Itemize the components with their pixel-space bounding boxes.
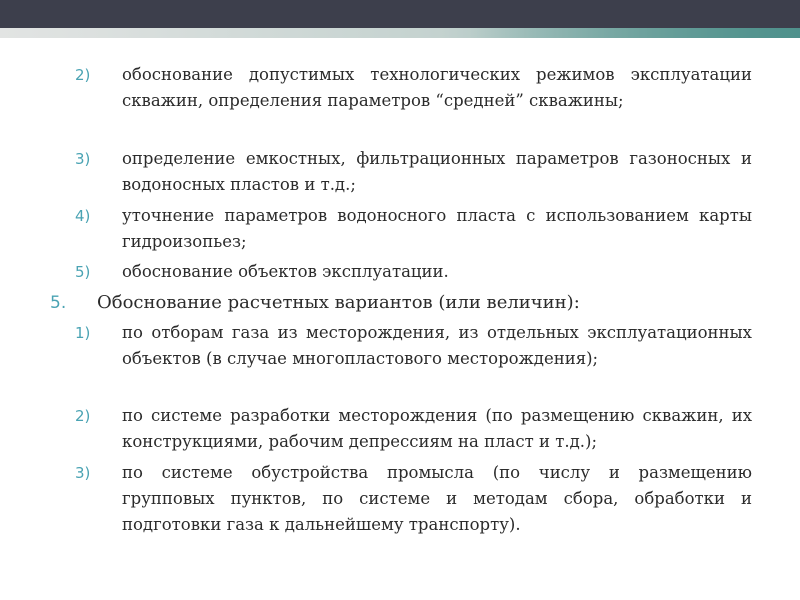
list-item-text: уточнение параметров водоносного пласта с использованием карты гидроизопьез; xyxy=(122,206,752,251)
list-item-number: 2) xyxy=(75,407,91,425)
list-item-number: 4) xyxy=(75,207,91,225)
list-item-text: обоснование объектов эксплуатации. xyxy=(122,262,449,281)
list-item-text: по системе разработки месторождения (по размещению скважин, их конструкциями, рабочим депрессиям на пласт и т.д.); xyxy=(122,406,752,451)
list-item-text: определение емкостных, фильтрационных параметров газоносных и водоносных пластов и т.д.; xyxy=(122,149,752,194)
list-item-text: по системе обустройства промысла (по числу и размещению групповых пунктов, по системе и методам сбора, обработки и подготовки газа к дальнейшему транспорту). xyxy=(122,463,752,534)
section-number: 5. xyxy=(50,293,67,313)
list-item-text: по отборам газа из месторождения, из отдельных эксплуатационных объектов (в случае многопластового месторождения); xyxy=(122,323,752,368)
list-item-number: 1) xyxy=(75,324,91,342)
list-item-number: 3) xyxy=(75,464,91,482)
section-title: Обоснование расчетных вариантов (или величин): xyxy=(97,292,580,313)
list-item-number: 2) xyxy=(75,66,91,84)
list-item-text: обоснование допустимых технологических режимов эксплуатации скважин, определения параметров “средней” скважины; xyxy=(122,65,752,110)
list-item-number: 5) xyxy=(75,263,91,281)
list-item-number: 3) xyxy=(75,150,91,168)
